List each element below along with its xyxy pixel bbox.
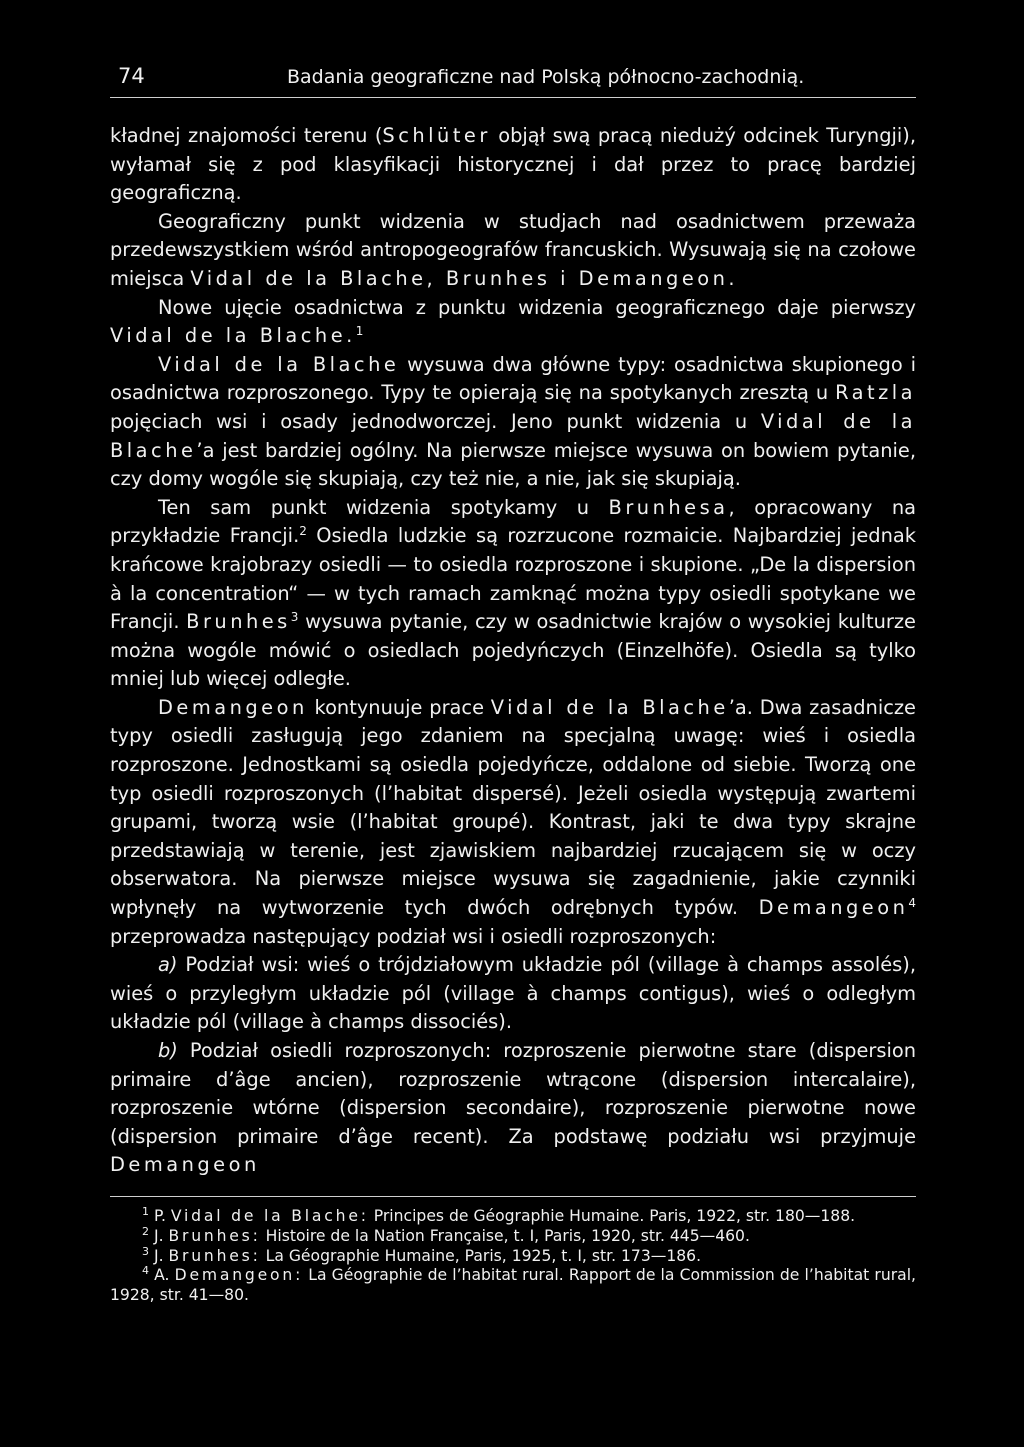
text-run: przeprowadza następujący podział wsi i osiedli rozproszonych: bbox=[110, 924, 717, 948]
footnote-1 bbox=[110, 1207, 916, 1227]
text-run: pojęciach wsi i osady jednodworczej. Jeno punkt widzenia u bbox=[110, 409, 761, 433]
author-name-spaced: Ratzla bbox=[835, 381, 916, 405]
footnote-text: Principes de Géographie Humaine. Paris, 1922, str. 180—188. bbox=[368, 1207, 856, 1225]
author-name-spaced: Demangeon bbox=[158, 695, 308, 719]
author-name-spaced: Schlüter bbox=[382, 124, 491, 147]
paragraph-8 bbox=[110, 1037, 916, 1180]
footnote-author: Vidal de la Blache: bbox=[170, 1207, 369, 1225]
text-run: objął swą pracą niedużý odcinek Turyngji), wyłamał się z pod klasyfikacji historycznej i dał przez to pracę bardziej geograficzną. bbox=[110, 124, 917, 205]
text-run: kładnej znajomości terenu ( bbox=[110, 124, 383, 147]
author-name-spaced: Demangeon bbox=[110, 1153, 260, 1177]
author-name-spaced: Vidal de la Blache. bbox=[110, 324, 356, 348]
text-run: Ten sam punkt widzenia spotykamy u bbox=[158, 495, 609, 519]
footnotes bbox=[110, 1207, 916, 1306]
paragraph-2 bbox=[110, 208, 916, 294]
footnote-2 bbox=[110, 1224, 916, 1247]
paragraph-6 bbox=[110, 694, 916, 951]
text-run: Podział wsi: wieś o trójdziałowym układzie pól (village à champs assolés), wieś o przyległym układzie pól (village à champs contigus), wieś o odległym układzie pól (village à champs dissociés). bbox=[110, 953, 916, 1034]
footnote-3 bbox=[110, 1244, 916, 1267]
footnote-ref[interactable]: 2 bbox=[299, 524, 307, 539]
footnote-ref[interactable]: 1 bbox=[355, 324, 364, 339]
author-name-spaced: Vidal de la Blache bbox=[158, 352, 400, 376]
paragraph-7 bbox=[110, 951, 916, 1037]
text-run: Nowe ujęcie osadnictwa z punktu widzenia geograficznego daje pierwszy bbox=[158, 295, 916, 319]
header-rule bbox=[110, 97, 916, 98]
footnote-4 bbox=[110, 1266, 916, 1306]
text-run: wysuwa pytanie, czy w osadnictwie krajów o wysokiej kulturze można wogóle mówić o osiedlach pojedyńczych (Einzelhöfe). Osiedla są tylko mniej lub więcej odległe. bbox=[110, 610, 916, 691]
footnote-rule bbox=[110, 1196, 916, 1197]
main-text bbox=[110, 122, 916, 1180]
footnote-initial: P. bbox=[153, 1207, 171, 1225]
footnote-number: 4 bbox=[142, 1264, 149, 1278]
footnote-initial: A. bbox=[154, 1266, 175, 1285]
text-run: Geograficzny punkt widzenia w studjach nad osadnictwem przeważa przedewszystkiem wśród antropogeografów francuskich. Wysuwają się na czołowe miejsca bbox=[110, 209, 916, 290]
paragraph-5 bbox=[110, 494, 916, 694]
footnote-text: La Géographie Humaine, Paris, 1925, t. I, str. 173—186. bbox=[260, 1246, 702, 1265]
list-marker: a) bbox=[158, 953, 178, 977]
author-name-spaced: Vidal de la Blache bbox=[490, 695, 729, 719]
text-run: Podział osiedli rozproszonych: rozproszenie pierwotne stare (dispersion primaire d’âge ancien), rozproszenie wtrącone (dispersion intercalaire), rozproszenie wtórne (dispersion secondaire), rozproszenie pierwotne nowe (dispersion primaire d’âge recent). Za podstawę podziału wsi przyjmuje bbox=[110, 1039, 916, 1148]
page-number: 74 bbox=[118, 64, 145, 88]
footnote-text: Histoire de la Nation Française, t. I, Paris, 1920, str. 445—460. bbox=[260, 1226, 750, 1245]
paragraph-3 bbox=[110, 294, 916, 351]
footnote-ref[interactable]: 3 bbox=[290, 610, 299, 625]
text-run: , opracowany na przykładzie Francji. bbox=[110, 495, 916, 548]
author-name-spaced: Demangeon bbox=[758, 896, 909, 920]
list-marker: b) bbox=[158, 1039, 178, 1062]
footnote-initial: J. bbox=[153, 1246, 169, 1265]
author-name-spaced: Brunhesa bbox=[608, 495, 729, 519]
footnote-author: Demangeon: bbox=[174, 1266, 304, 1285]
text-run: ’a. Dwa zasadnicze typy osiedli zasługują jego zdaniem na specjalną uwagę: wieś i osiedla rozproszone. Jednostkami są osiedla pojedyńcze, oddalone od siebie. Tworzą one typ osiedli rozproszonych (l’habitat dispersé). Jeżeli osiedla występują zwartemi grupami, tworzą wsie (l’habitat groupé). Kontrast, jaki te dwa typy skrajne przedstawiają w terenie, jest zjawiskiem najbardziej rzucającem się w oczy obserwatora. Na pierwsze miejsce wysuwa się zagadnienie, jakie czynniki wpłynęły na wytworzenie tych dwóch odrębnych typów. bbox=[110, 695, 916, 920]
footnote-number: 3 bbox=[142, 1244, 149, 1258]
footnote-author: Brunhes: bbox=[168, 1226, 261, 1245]
footnote-author: Brunhes: bbox=[168, 1246, 261, 1265]
footnote-ref[interactable]: 4 bbox=[908, 896, 916, 911]
author-name-spaced: Brunhes bbox=[186, 610, 291, 634]
paragraph-1 bbox=[110, 122, 916, 208]
paragraph-4 bbox=[110, 351, 916, 494]
footnote-number: 1 bbox=[142, 1205, 149, 1218]
text-run: Osiedla ludzkie są rozrzucone rozmaicie. Najbardziej jednak krańcowe krajobrazy osiedli — to osiedla rozproszone i skupione. „De la dispersion à la concentration“ — w tych ramach zamknąć można typy osiedli spotykane we Francji. bbox=[110, 524, 916, 634]
footnote-number: 2 bbox=[142, 1224, 149, 1238]
running-header bbox=[110, 64, 916, 92]
text-run: wysuwa dwa główne typy: osadnictwa skupionego i osadnictwa rozproszonego. Typy te opierają się na spotykanych zresztą u bbox=[110, 352, 916, 405]
text-run: kontynuuje prace bbox=[307, 695, 491, 719]
text-run: ’a jest bardziej ogólny. Na pierwsze miejsce wysuwa on bowiem pytanie, czy domy wogóle się skupiają, czy też nie, a nie, jak się skupiają. bbox=[110, 438, 916, 491]
footnote-text: La Géographie de l’habitat rural. Rapport de la Commission de l’habitat rural, 1928, str. 41—80. bbox=[110, 1266, 916, 1305]
running-title: Badania geograficzne nad Polską północno-zachodnią. bbox=[287, 66, 805, 88]
author-names-spaced: Vidal de la Blache, Brunhes i Demangeon. bbox=[190, 266, 739, 290]
author-name-spaced: Vidal de la Blache bbox=[110, 409, 916, 462]
footnote-initial: J. bbox=[153, 1226, 169, 1245]
